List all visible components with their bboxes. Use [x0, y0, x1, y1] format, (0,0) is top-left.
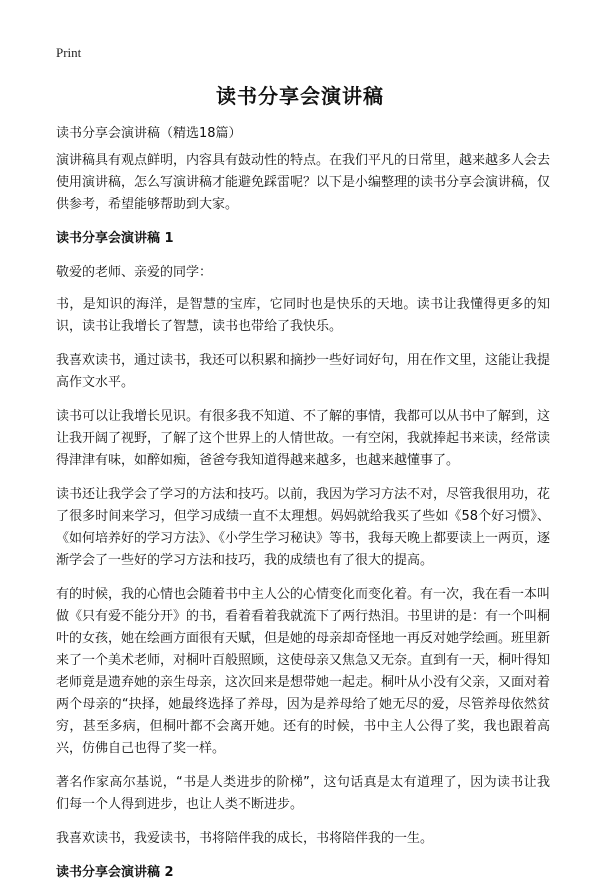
body-paragraph: 有的时候，我的心情也会随着书中主人公的心情变化而变化着。有一次，我在看一本叫做《只有爱不能分开》的书，看着看着我就流下了两行热泪。书里讲的是：有一个叫桐叶的女孩，她在绘画方面很有天赋，但是她的母亲却奇怪地一再反对她学绘画。班里新来了一个美术老师，对桐叶百般照顾，这使母亲又焦急又无奈。直到有一天，桐叶得知老师竟是遗弃她的亲生母亲，这次回来是想带她一起走。桐叶从小没有父亲，又面对着两个母亲的“抉择，她最终选择了养母，因为是养母给了她无尽的爱，尽管养母依然贫穷，甚至多病，但桐叶都不会离开她。还有的时候，书中主人公得了奖，我也跟着高兴，仿佛自己也得了奖一样。	[56, 587, 551, 756]
print-link[interactable]: Print	[56, 45, 82, 60]
intro-paragraph: 演讲稿具有观点鲜明，内容具有鼓动性的特点。在我们平凡的日常里，越来越多人会去使用演讲稿，怎么写演讲稿才能避免踩雷呢？以下是小编整理的读书分享会演讲稿，仅供参考，希望能够帮助到大家。	[56, 153, 551, 212]
section-heading-1: 读书分享会演讲稿 1	[56, 231, 174, 246]
body-paragraph: 读书还让我学会了学习的方法和技巧。以前，我因为学习方法不对，尽管我很用功，花了很多时间来学习，但学习成绩一直不太理想。妈妈就给我买了些如《58个好习惯》、《如何培养好的学习方法》、《小学生学习秘诀》等书，我每天晚上都要读上一两页，逐渐学会了一些好的学习方法和技巧，我的成绩也有了很大的提高。	[56, 487, 551, 568]
body-paragraph: 读书可以让我增长见识。有很多我不知道、不了解的事情，我都可以从书中了解到，这让我开阔了视野，了解了这个世界上的人情世故。一有空闲，我就捧起书来读，经常读得津津有味，如醉如痴，爸爸夸我知道得越来越多，也越来越懂事了。	[56, 409, 551, 468]
body-paragraph: 我喜欢读书，通过读书，我还可以积累和摘抄一些好词好句，用在作文里，这能让我提高作文水平。	[56, 353, 551, 390]
body-paragraph: 书，是知识的海洋，是智慧的宝库，它同时也是快乐的天地。读书让我懂得更多的知识，读书让我增长了智慧，读书也带给了我快乐。	[56, 297, 550, 334]
document-subtitle: 读书分享会演讲稿（精选18篇）	[56, 126, 242, 141]
salutation: 敬爱的老师、亲爱的同学：	[56, 265, 213, 280]
page-title: 读书分享会演讲稿	[216, 84, 384, 108]
body-paragraph: 著名作家高尔基说，“书是人类进步的阶梯”，这句话真是太有道理了，因为读书让我们每一个人得到进步，也让人类不断进步。	[56, 775, 550, 812]
section-heading-2: 读书分享会演讲稿 2	[56, 865, 174, 880]
document-body	[56, 150, 550, 896]
body-paragraph: 我喜欢读书，我爱读书，书将陪伴我的成长，书将陪伴我的一生。	[56, 831, 434, 846]
